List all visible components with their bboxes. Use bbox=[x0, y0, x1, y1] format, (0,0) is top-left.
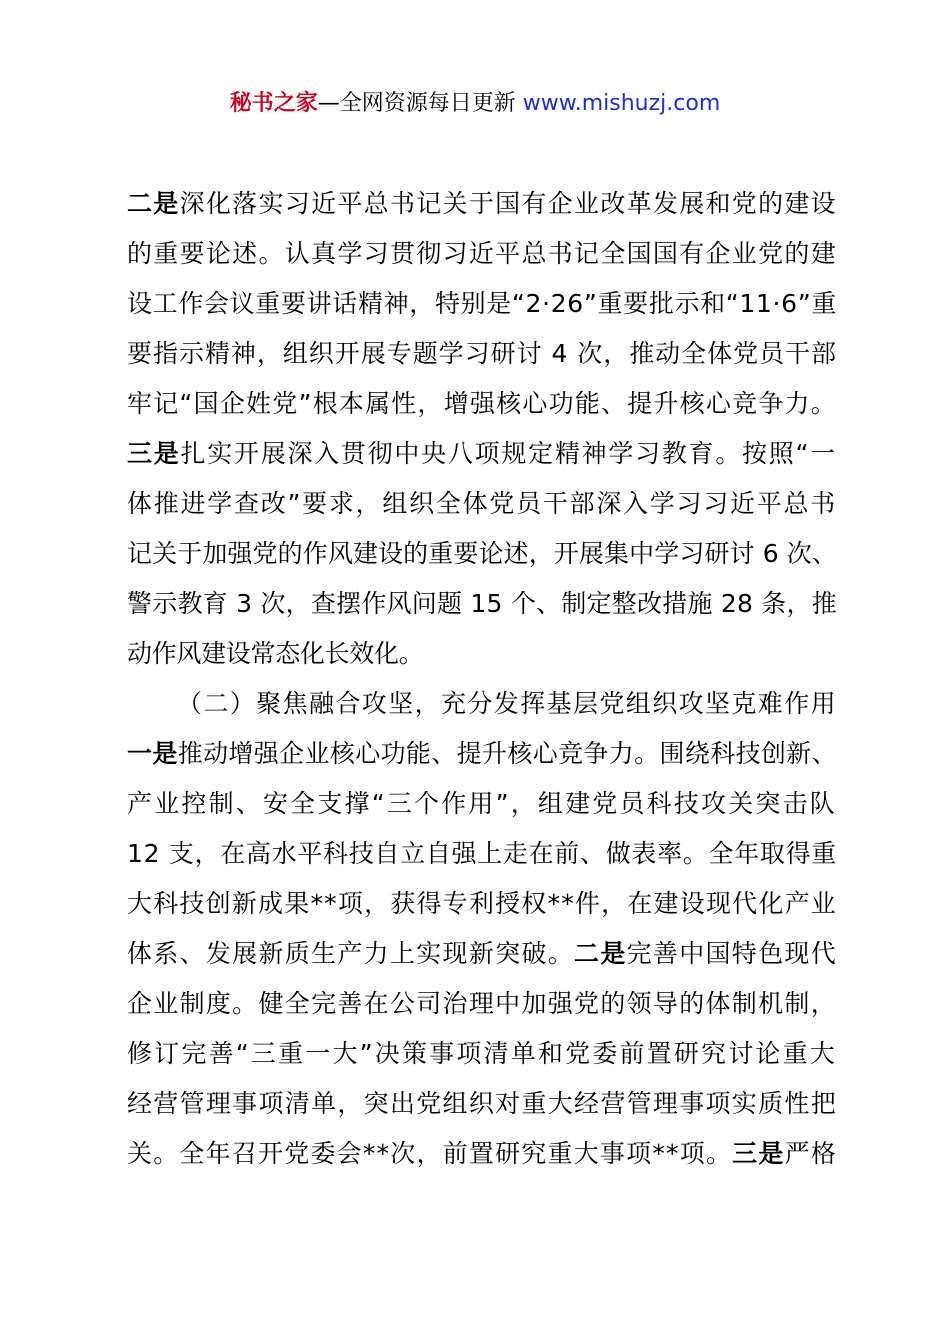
text-segment: 深化落实习近平总书记关于国有企业改革发展和党的建设 bbox=[179, 189, 837, 218]
paragraph-line bbox=[127, 729, 837, 779]
paragraph-line bbox=[127, 479, 837, 529]
header-tagline: —全网资源每日更新 bbox=[317, 91, 523, 116]
text-segment: （二）聚焦融合攻坚，充分发挥基层党组织攻坚克难作用 bbox=[177, 689, 837, 718]
paragraph-line bbox=[127, 1129, 837, 1179]
item-marker: 一是 bbox=[127, 739, 178, 768]
text-segment: 的重要论述。认真学习贯彻习近平总书记全国国有企业党的建 bbox=[127, 239, 837, 268]
paragraph-line bbox=[127, 229, 837, 279]
text-segment: 完善中国特色现代 bbox=[626, 939, 837, 968]
text-segment: 扎实开展深入贯彻中央八项规定精神学习教育。按照“一 bbox=[180, 439, 837, 468]
text-segment: 记关于加强党的作风建设的重要论述，开展集中学习研讨 6 次、 bbox=[127, 539, 837, 568]
text-segment: 设工作会议重要讲话精神，特别是“2·26”重要批示和“11·6”重 bbox=[127, 289, 837, 318]
paragraph-line bbox=[127, 329, 837, 379]
item-marker: 三是 bbox=[127, 439, 181, 468]
section-heading-line bbox=[127, 679, 837, 729]
brand-name: 秘书之家 bbox=[229, 91, 318, 116]
text-segment: 企业制度。健全完善在公司治理中加强党的领导的体制机制， bbox=[127, 989, 837, 1018]
site-url-link[interactable]: www.mishuzj.com bbox=[522, 91, 721, 116]
paragraph-line bbox=[127, 529, 837, 579]
text-segment: 警示教育 3 次，查摆作风问题 15 个、制定整改措施 28 条，推 bbox=[127, 589, 837, 618]
text-segment: 关。全年召开党委会**次，前置研究重大事项**项。 bbox=[127, 1139, 733, 1168]
paragraph-line bbox=[127, 279, 837, 329]
paragraph-line bbox=[127, 829, 837, 879]
text-segment: 推动增强企业核心功能、提升核心竞争力。围绕科技创新、 bbox=[177, 739, 837, 768]
paragraph-line bbox=[127, 779, 837, 829]
paragraph-line bbox=[127, 429, 837, 479]
site-header bbox=[0, 86, 950, 122]
text-segment: 要指示精神，组织开展专题学习研讨 4 次，推动全体党员干部 bbox=[127, 339, 837, 368]
paragraph-line bbox=[127, 179, 837, 229]
item-marker: 三是 bbox=[732, 1139, 785, 1168]
paragraph-line bbox=[127, 1079, 837, 1129]
paragraph-line bbox=[127, 379, 837, 429]
text-segment: 体推进学查改”要求，组织全体党员干部深入学习习近平总书 bbox=[127, 489, 837, 518]
text-segment: 12 支，在高水平科技自立自强上走在前、做表率。全年取得重 bbox=[127, 839, 837, 868]
text-segment: 大科技创新成果**项，获得专利授权**件，在建设现代化产业 bbox=[127, 889, 837, 918]
paragraph-line bbox=[127, 629, 837, 679]
paragraph-line bbox=[127, 579, 837, 629]
paragraph-line bbox=[127, 979, 837, 1029]
paragraph-line bbox=[127, 879, 837, 929]
paragraph-line bbox=[127, 929, 837, 979]
document-body bbox=[127, 179, 837, 1179]
text-segment: 严格 bbox=[784, 1139, 837, 1168]
item-marker: 二是 bbox=[574, 939, 627, 968]
text-segment: 产业控制、安全支撑“三个作用”，组建党员科技攻关突击队 bbox=[127, 789, 837, 818]
text-segment: 体系、发展新质生产力上实现新突破。 bbox=[127, 939, 575, 968]
text-segment: 经营管理事项清单，突出党组织对重大经营管理事项实质性把 bbox=[127, 1089, 837, 1118]
item-marker: 二是 bbox=[127, 189, 180, 218]
paragraph-line bbox=[127, 1029, 837, 1079]
text-segment: 动作风建设常态化长效化。 bbox=[127, 639, 424, 668]
text-segment: 牢记“国企姓党”根本属性，增强核心功能、提升核心竞争力。 bbox=[127, 389, 837, 418]
text-segment: 修订完善“三重一大”决策事项清单和党委前置研究讨论重大 bbox=[127, 1039, 837, 1068]
